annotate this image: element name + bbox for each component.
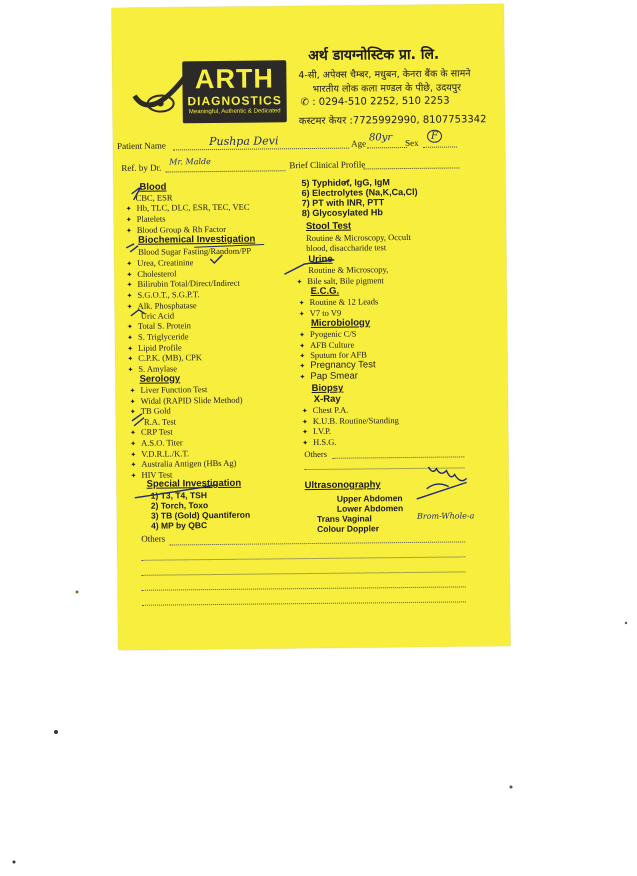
test-hiv: ✦ HIV Test [130,469,172,479]
test-typhidot: 5) Typhidot, IgG, IgM [301,177,390,189]
handwritten-note: Brom-Whole-a [416,511,475,521]
test-cbc: CBC, ESR [135,192,173,203]
heading-blood: Blood [139,181,167,193]
patient-name-value: Pushpa Devi [208,134,279,149]
test-vdrl: ✦ V.D.R.L./K.T. [130,448,189,459]
usg-doppler: Colour Doppler [317,523,380,534]
test-amylase: ✦ S. Amylase [127,363,177,374]
micro-pregnancy: ✦ Pregnancy Test [299,359,375,371]
phone-numbers: ✆ : 0294-510 2252, 510 2253 [300,95,450,109]
hindi-company-name: अर्थ डायग्नोस्टिक प्रा. लि. [308,46,440,65]
test-cpk: ✦ C.P.K. (MB), CPK [127,352,202,363]
test-lft: ✦ Liver Function Test [130,384,208,395]
xray-hsg: ✦ H.S.G. [302,437,336,447]
test-hb: ✦ Hb, TLC, DLC, ESR, TEC, VEC [126,202,250,213]
sex-label: Sex [405,137,419,149]
urine-line-1: Routine & Microscopy, [308,264,389,276]
special-4: 4) MP by QBC [151,520,208,531]
age-value: 80yr [368,132,393,144]
logo-brand-sub: DIAGNOSTICS [187,93,282,109]
test-ra: R.A. Test [143,416,177,427]
right-others-label: Others [304,448,328,460]
test-uric: Uric Acid [140,310,175,321]
heading-xray: X-Ray [313,393,341,405]
micro-pyogenic: ✦ Pyogenic C/S [299,329,357,340]
logo-tagline: Meaningful, Authentic & Dedicated [188,108,281,116]
heading-serology: Serology [139,373,181,385]
age-label: Age [351,138,367,149]
stool-line-1: Routine & Microscopy, Occult [306,231,411,244]
special-2: 2) Torch, Toxo [150,500,209,511]
xray-chest: ✦ Chest P.A. [302,405,349,415]
usg-transvaginal: Trans Vaginal [316,513,372,524]
ecg-line-2: ✦ V7 to V9 [299,308,341,318]
test-aso: ✦ A.S.O. Titer [130,437,183,448]
xray-kub: ✦ K.U.B. Routine/Standing [302,415,399,426]
test-total-protein: ✦ Total S. Protein [127,320,191,331]
left-others-label: Others [141,533,166,544]
special-1: 1) T3, T4, TSH [150,490,208,501]
test-crp: ✦ CRP Test [130,426,173,436]
test-lipid: ✦ Lipid Profile [127,342,182,353]
test-blood-group: ✦ Blood Group & Rh Factor [126,224,226,235]
brief-clinical-label: Brief Clinical Profile [289,159,366,171]
heading-ecg: E.C.G. [310,285,340,298]
test-platelets: ✦ Platelets [126,214,166,224]
heading-biochemical: Biochemical Investigation [138,233,256,246]
xray-ivp: ✦ I.V.P. [302,426,331,436]
customer-care: कस्टमर केयर :7725992990, 8107753342 [298,114,487,128]
stool-line-2: blood, disaccharide test [306,242,387,254]
test-urea: ✦ Urea, Creatinine [126,257,193,268]
test-cholesterol: ✦ Cholesterol [126,268,176,279]
heading-biopsy: Biopsy [311,382,344,394]
test-triglyceride: ✦ S. Triglyceride [127,331,189,342]
special-3: 3) TB (Gold) Quantiferon [150,509,251,521]
micro-afb-culture: ✦ AFB Culture [299,340,354,351]
heading-special: Special Investigation [146,477,242,490]
ecg-line-1: ✦ Routine & 12 Leads [299,296,379,307]
address-line-2: भारतीय लोक कला मण्डल के पीछे, उदयपुर [312,82,462,95]
ref-label: Ref. by Dr. [121,162,162,173]
test-bilirubin: ✦ Bilirubin Total/Direct/Indirect [126,278,239,289]
urine-line-2: ✦ Bile salt, Bile pigment [296,275,383,286]
test-sgot: ✦ S.G.O.T., S.G.P.T. [127,289,200,300]
test-tb-gold: ✦ TB Gold [130,405,171,415]
test-glycosylated: 8) Glycosylated Hb [301,207,383,219]
test-alk: ✦ Alk. Phosphatase [127,300,197,311]
patient-name-label: Patient Name [117,140,166,152]
test-widal: ✦ Widal (RAPID Slide Method) [130,395,243,406]
heading-urine: Urine [308,253,333,266]
test-sugar: Blood Sugar Fasting/Random/PP [138,245,252,257]
usg-lower: Lower Abdomen [336,503,404,514]
address-line-1: 4-सी, अपेक्स चैम्बर, मधुबन, केनरा बैंक के सामने [298,68,471,82]
micro-sputum: ✦ Sputum for AFB [299,349,367,360]
logo-brand: ARTH [194,63,275,95]
sex-value: F [427,130,442,143]
test-electrolytes: 6) Electrolytes (Na,K,Ca,Cl) [301,186,418,199]
ref-value: Mr. Malde [169,157,211,167]
heading-ultrasonography: Ultrasonography [304,479,381,492]
test-pt-inr: 7) PT with INR, PTT [301,197,385,209]
heading-microbiology: Microbiology [310,317,371,329]
micro-pap: ✦ Pap Smear [299,371,358,383]
test-australia: ✦ Australia Antigen (HBs Ag) [130,458,236,469]
heading-stool: Stool Test [305,220,352,233]
usg-upper: Upper Abdomen [336,493,403,504]
